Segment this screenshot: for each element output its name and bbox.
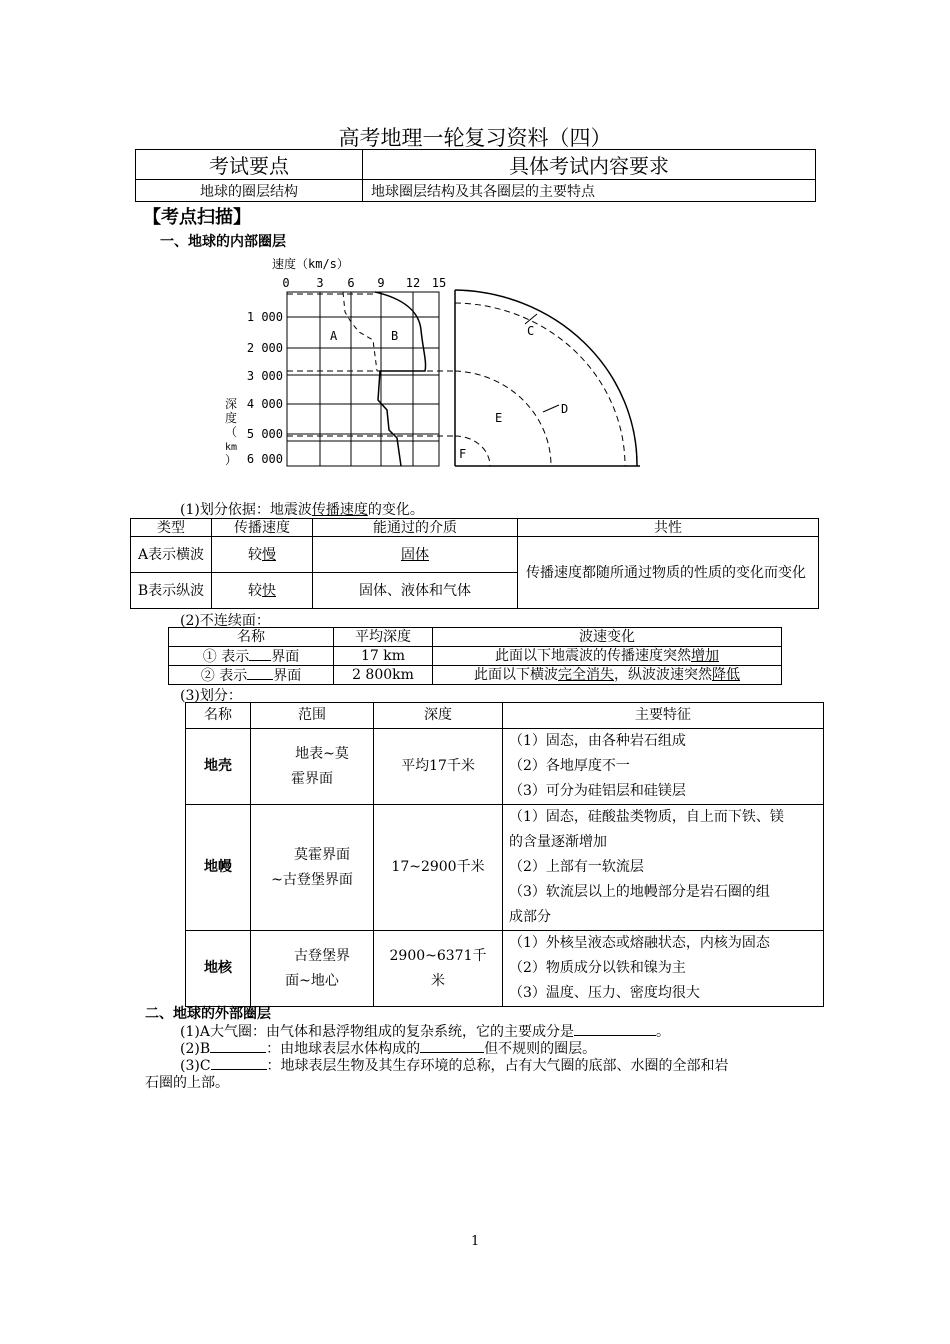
speed-axis-label: 速度（km/s） — [272, 257, 349, 271]
depth-label-char: ） — [224, 453, 238, 467]
disc-r1-change-pre: 此面以下地震波的传播速度突然 — [495, 648, 691, 664]
disc-r2-blank — [247, 667, 273, 680]
depth-tick: 1 000 — [246, 310, 283, 324]
disc-r2-change-u1: 完全消失 — [558, 667, 614, 683]
outer-l2-pre: (2)B — [180, 1041, 211, 1057]
outer-l2-blank-1 — [210, 1040, 266, 1053]
mantle-range-1: 莫霍界面 — [294, 846, 350, 863]
depth-label-char: 深 — [224, 397, 238, 411]
outer-l2-mid: ：由地球表层水体构成的 — [266, 1041, 421, 1057]
label-a: A — [330, 329, 338, 343]
wave-table — [130, 518, 819, 609]
label-e: E — [495, 411, 503, 425]
crust-range-1: 地表~莫 — [295, 745, 349, 762]
disc-r1-name-post: 界面 — [271, 648, 300, 665]
boundary-dashes — [287, 294, 455, 436]
wave-header: 能通过的介质 — [313, 519, 518, 537]
seismic-wave-diagram — [215, 250, 655, 475]
core-feature: （2）物质成分以铁和镍为主 — [509, 960, 686, 976]
mantle-feature: （2）上部有一软流层 — [509, 859, 644, 875]
section1-heading: 一、地球的内部圈层 — [160, 234, 286, 250]
outer-l3-blank — [211, 1057, 267, 1070]
core-feature: （1）外核呈液态或熔融状态，内核为固态 — [509, 935, 770, 951]
cell-topic: 地球的圈层结构 — [136, 180, 363, 202]
layer-header: 深度 — [374, 703, 503, 729]
speed-tick: 9 — [377, 276, 385, 290]
speed-tick: 15 — [431, 276, 447, 290]
speed-tick: 12 — [405, 276, 421, 290]
wave-a-speed-u: 慢 — [262, 546, 276, 563]
outer-l3-pre: (3)C — [180, 1058, 211, 1074]
outer-l2-post: 但不规则的圈层。 — [484, 1041, 597, 1057]
core-depth-1: 2900~6371千 — [389, 947, 487, 964]
outer-l1-pre: (1)A大气圈：由气体和悬浮物组成的复杂系统，它的主要成分是 — [180, 1024, 574, 1040]
depth-tick: 4 000 — [246, 397, 283, 411]
section-scan-heading: 【考点扫描】 — [143, 207, 251, 228]
mantle-feature: （3）软流层以上的地幔部分是岩石圈的组 — [509, 884, 770, 900]
disc-r2-change — [433, 666, 782, 685]
layer-table — [185, 702, 824, 1007]
speed-tick: 3 — [316, 276, 324, 290]
layer-header: 主要特征 — [503, 703, 824, 729]
speed-ticks — [282, 276, 446, 290]
header-exam-points: 考试要点 — [136, 150, 363, 180]
page-number: 1 — [471, 1234, 480, 1249]
crust-feature: （2）各地厚度不一 — [509, 758, 630, 774]
disc-r2-name-post: 界面 — [273, 667, 302, 684]
division-label: (3)划分： — [180, 688, 242, 704]
disc-r1-change — [433, 647, 782, 666]
disc-r2-change-u2: 降低 — [712, 667, 740, 683]
core-range-1: 古登堡界 — [294, 947, 350, 964]
disc-r2-depth: 2 800km — [334, 666, 433, 685]
label-b: B — [391, 329, 399, 343]
label-f: F — [459, 447, 467, 461]
depth-ticks — [247, 310, 283, 466]
outer-line-4: 石圈的上部。 — [145, 1075, 229, 1091]
wave-a-type: A表示横波 — [131, 537, 212, 573]
earth-cross-section — [455, 290, 640, 466]
disc-r1-blank — [249, 648, 271, 661]
grid — [287, 292, 439, 466]
exam-points-table — [135, 149, 816, 202]
basis-underlined: 传播速度 — [311, 502, 368, 518]
crust-depth: 平均17千米 — [374, 729, 503, 805]
core-depth — [374, 931, 503, 1007]
disc-header: 波速变化 — [433, 628, 782, 647]
wave-b-curve — [375, 292, 426, 466]
mantle-feature: 的含量逐渐增加 — [509, 834, 607, 850]
core-features — [503, 931, 824, 1007]
layer-header: 名称 — [186, 703, 251, 729]
mantle-range-2: ~古登堡界面 — [271, 871, 353, 888]
basis-prefix: (1)划分依据：地震波 — [180, 502, 312, 518]
core-feature: （3）温度、压力、密度均很大 — [509, 985, 700, 1001]
wave-b-speed — [212, 573, 313, 609]
core-name: 地核 — [186, 931, 251, 1007]
disc-r2-change-pre: 此面以下横波 — [474, 667, 558, 683]
depth-tick: 2 000 — [246, 341, 283, 355]
disc-r1-change-u: 增加 — [691, 648, 719, 664]
outer-l2-blank-2 — [420, 1040, 484, 1053]
disc-r1-name-pre: ① 表示 — [202, 648, 250, 665]
mantle-feature: （1）固态，硅酸盐类物质，自上而下铁、镁 — [509, 809, 784, 825]
label-c: C — [527, 324, 535, 338]
wave-b-medium: 固体、液体和气体 — [313, 573, 518, 609]
speed-tick: 6 — [347, 276, 355, 290]
depth-label-char: 度 — [224, 411, 238, 425]
depth-tick: 6 000 — [246, 452, 283, 466]
wave-header: 共性 — [518, 519, 819, 537]
depth-tick: 5 000 — [246, 427, 283, 441]
basis-suffix: 的变化。 — [367, 502, 424, 518]
core-range-2: 面~地心 — [285, 972, 339, 989]
disc-r1-name — [169, 647, 334, 666]
crust-feature: （1）固态，由各种岩石组成 — [509, 733, 686, 749]
disc-r2-name-pre: ② 表示 — [200, 667, 248, 684]
label-d: D — [561, 402, 569, 416]
core-range — [251, 931, 374, 1007]
wave-b-type: B表示纵波 — [131, 573, 212, 609]
basis-line — [180, 499, 424, 519]
header-requirements: 具体考试内容要求 — [363, 150, 816, 180]
discontinuity-label: (2)不连续面： — [180, 613, 270, 629]
mantle-depth: 17~2900千米 — [374, 805, 503, 931]
wave-b-speed-pre: 较 — [248, 582, 262, 599]
discontinuity-table — [168, 627, 782, 685]
mantle-features — [503, 805, 824, 931]
depth-label-char: （ — [224, 425, 238, 439]
wave-a-speed-pre: 较 — [248, 546, 262, 563]
crust-features — [503, 729, 824, 805]
mantle-feature: 成部分 — [509, 909, 551, 925]
mantle-range — [251, 805, 374, 931]
mantle-name: 地幔 — [186, 805, 251, 931]
disc-header: 平均深度 — [334, 628, 433, 647]
outer-line-3 — [180, 1055, 729, 1075]
wave-a-speed — [212, 537, 313, 573]
wave-a-medium — [313, 537, 518, 573]
wave-header: 传播速度 — [212, 519, 313, 537]
layer-header: 范围 — [251, 703, 374, 729]
disc-r1-depth: 17 km — [334, 647, 433, 666]
crust-feature: （3）可分为硅铝层和硅镁层 — [509, 783, 686, 799]
depth-tick: 3 000 — [246, 369, 283, 383]
wave-a-medium-text: 固体 — [401, 546, 429, 563]
wave-header: 类型 — [131, 519, 212, 537]
core-depth-2: 米 — [431, 972, 445, 989]
outer-l3-post: ：地球表层生物及其生存环境的总称，占有大气圈的底部、水圈的全部和岩 — [266, 1058, 729, 1074]
section2-heading: 二、地球的外部圈层 — [145, 1006, 271, 1022]
outer-l1-blank — [574, 1023, 656, 1036]
depth-label-char: km — [224, 442, 238, 453]
disc-header: 名称 — [169, 628, 334, 647]
disc-r2-change-mid: ，纵波波速突然 — [614, 667, 712, 683]
wave-b-speed-u: 快 — [262, 582, 276, 599]
crust-range — [251, 729, 374, 805]
page-title: 高考地理一轮复习资料（四） — [338, 126, 612, 150]
wave-a-curve — [343, 292, 377, 371]
depth-axis-label — [225, 397, 237, 467]
speed-tick: 0 — [282, 276, 290, 290]
disc-r2-name — [169, 666, 334, 685]
crust-name: 地壳 — [186, 729, 251, 805]
wave-common: 传播速度都随所通过物质的性质的变化而变化 — [518, 537, 819, 609]
crust-range-2: 霍界面 — [291, 770, 333, 787]
cell-requirement: 地球圈层结构及其各圈层的主要特点 — [363, 180, 816, 202]
outer-l1-post: 。 — [655, 1024, 670, 1040]
